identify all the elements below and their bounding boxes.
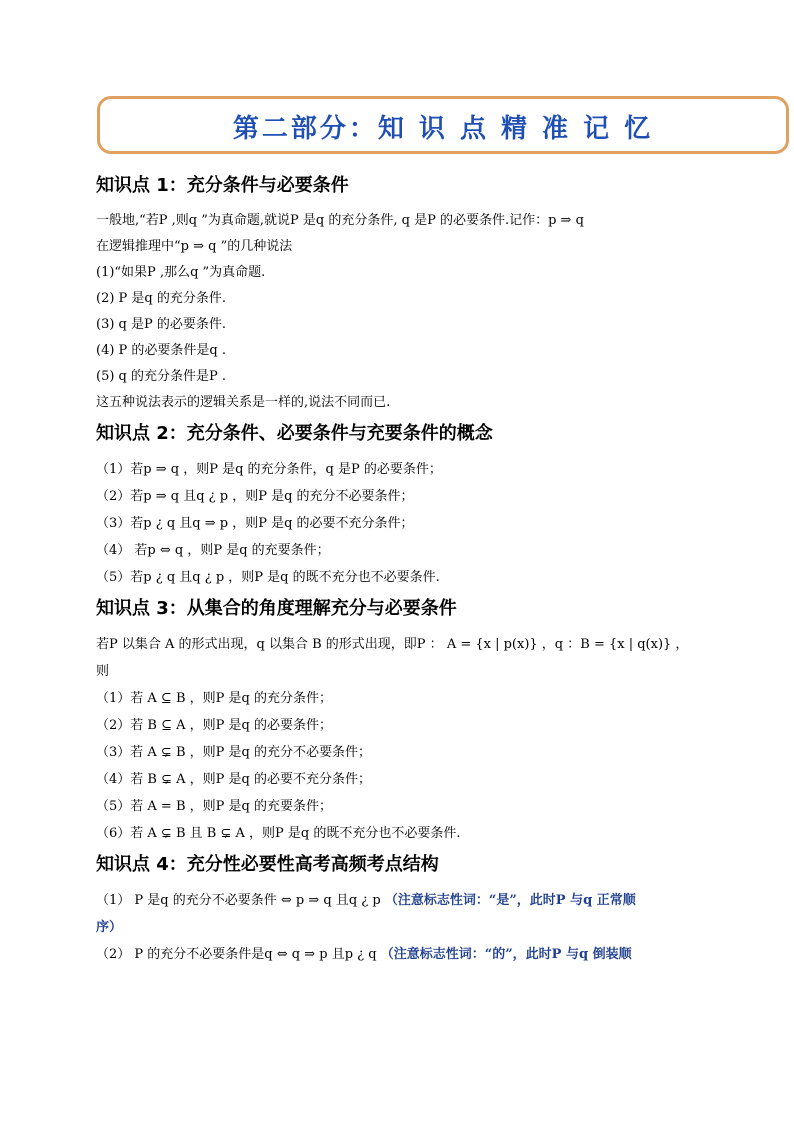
- section-heading: 知识点 4：充分性必要性高考高频考点结构: [96, 854, 439, 875]
- line-text: （1） P 是q 的充分不必要条件 ⇔ p ⇒ q 且q ¿ p: [96, 893, 385, 908]
- text-line: （1）若p ⇒ q ，则P 是q 的充分条件，q 是P 的必要条件；: [96, 462, 442, 477]
- text-line: (4) P 的必要条件是q .: [96, 343, 227, 358]
- text-line: （4） 若p ⇔ q ，则P 是q 的充要条件；: [96, 543, 330, 558]
- text-line: [96, 914, 736, 941]
- emphasis-note: （注意标志性词：“的”，此时P 与q 倒装顺: [380, 947, 632, 962]
- section-heading: 知识点 1：充分条件与必要条件: [96, 175, 349, 196]
- text-line: [96, 887, 736, 914]
- text-line: （3）若p ¿ q 且q ⇒ p ，则P 是q 的必要不充分条件；: [96, 516, 414, 531]
- text-line: (5) q 的充分条件是P .: [96, 369, 227, 384]
- banner-title: 第二部分：知 识 点 精 准 记 忆: [232, 114, 654, 144]
- text-line: (2) P 是q 的充分条件.: [96, 291, 227, 306]
- emphasis-note: 序）: [96, 920, 123, 935]
- section-2: [96, 420, 736, 591]
- section-4: [96, 851, 736, 968]
- text-line: (3) q 是P 的必要条件.: [96, 317, 227, 332]
- content: [96, 168, 736, 968]
- text-line: [96, 941, 736, 968]
- section-3: [96, 595, 736, 847]
- text-line: （3）若 A ⊊ B ，则P 是q 的充分不必要条件；: [96, 745, 371, 760]
- text-line: （1）若 A ⊆ B ，则P 是q 的充分条件；: [96, 691, 332, 706]
- text-line: （2）若p ⇒ q 且q ¿ p ，则P 是q 的充分不必要条件；: [96, 489, 414, 504]
- emphasis-note: （注意标志性词：“是”，此时P 与q 正常顺: [384, 893, 636, 908]
- section-banner: [97, 96, 789, 154]
- section-1: [96, 172, 736, 416]
- text-line: 一般地,“若P ,则q ”为真命题,就说P 是q 的充分条件, q 是P 的必要条件.记作：p ⇒ q: [96, 213, 584, 228]
- text-line: （5）若p ¿ q 且q ¿ p ，则P 是q 的既不充分也不必要条件.: [96, 570, 440, 585]
- text-line: 这五种说法表示的逻辑关系是一样的,说法不同而已.: [96, 395, 391, 410]
- text-line: (1)“如果P ,那么q ”为真命题.: [96, 265, 266, 280]
- text-line: 在逻辑推理中“p ⇒ q ”的几种说法: [96, 239, 293, 254]
- section-heading: 知识点 3：从集合的角度理解充分与必要条件: [96, 598, 457, 619]
- section-heading: 知识点 2：充分条件、必要条件与充要条件的概念: [96, 423, 493, 444]
- text-line: （6）若 A ⊊ B 且 B ⊊ A ，则P 是q 的既不充分也不必要条件.: [96, 826, 461, 841]
- text-line: 若P 以集合 A 的形式出现，q 以集合 B 的形式出现，即P ： A = {x | p(x)} ，q ：B = {x | q(x)} ，: [96, 637, 689, 652]
- text-line: 则: [96, 664, 110, 679]
- text-line: （2）若 B ⊆ A ，则P 是q 的必要条件；: [96, 718, 332, 733]
- text-line: （5）若 A = B ，则P 是q 的充要条件；: [96, 799, 332, 814]
- line-text: （2） P 的充分不必要条件是q ⇔ q ⇒ p 且p ¿ q: [96, 947, 381, 962]
- text-line: （4）若 B ⊊ A ，则P 是q 的必要不充分条件；: [96, 772, 371, 787]
